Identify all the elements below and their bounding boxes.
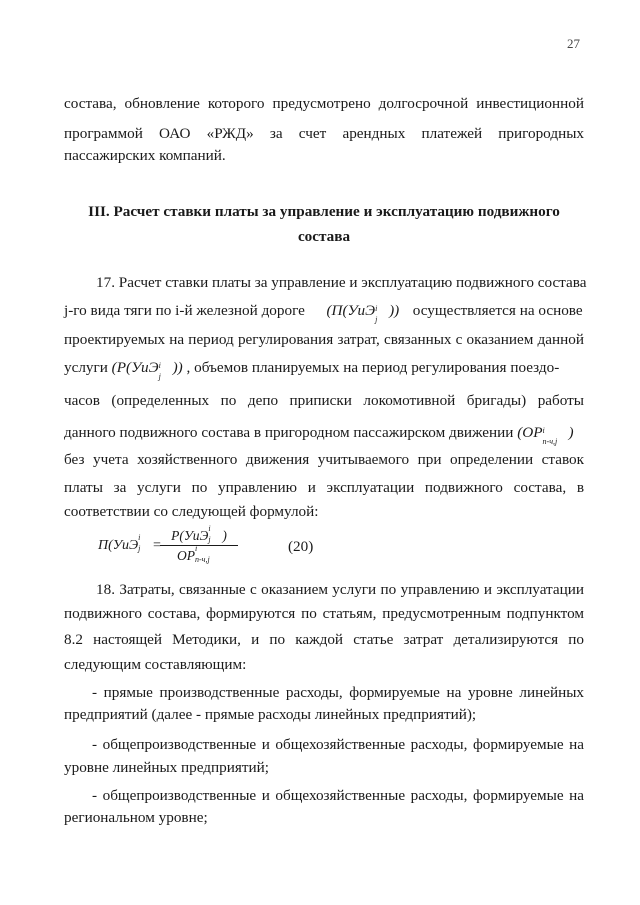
intro-line-1: состава, обновление которого предусмотрено долгосрочной инвестиционной: [64, 95, 584, 112]
p18-line-2: подвижного состава, формируются по статьям, предусмотренным подпунктом: [64, 605, 584, 622]
p17-line-6: [64, 423, 584, 446]
formula-20: [98, 523, 338, 568]
p17-line-4-text: услуги: [64, 359, 108, 376]
p17-line-6-text: данного подвижного состава в пригородном пассажирском движении: [64, 424, 514, 441]
bullet-3-line-2: региональном уровне;: [64, 809, 208, 826]
math-p-ue: (П(УиЭ i j )): [326, 302, 400, 324]
math-r-ue: (Р(УиЭ i j )): [111, 359, 183, 381]
intro-line-3: пассажирских компаний.: [64, 147, 226, 164]
page-number: 27: [567, 36, 580, 51]
p17-line-2: [64, 301, 584, 324]
p17-line-9: соответствии со следующей формулой:: [64, 503, 319, 520]
formula-number: (20): [288, 538, 314, 555]
bullet-3-line-1: - общепроизводственные и общехозяйственные расходы, формируемые на: [92, 787, 584, 804]
bullet-1-line-2: предприятий (далее - прямые расходы линейных предприятий);: [64, 706, 477, 723]
formula-denominator: ОР i п-ч,j: [177, 543, 210, 564]
math-op: (ОР i п-ч,j ): [517, 424, 574, 446]
p17-line-1: 17. Расчет ставки платы за управление и эксплуатацию подвижного состава: [96, 274, 587, 291]
p17-line-8: платы за услуги по управлению и эксплуатации подвижного состава, в: [64, 479, 584, 496]
p17-line-2-tail: осуществляется на основе: [412, 302, 583, 319]
p17-line-7: без учета хозяйственного движения учитываемого при определении ставок: [64, 451, 584, 468]
p18-line-4: следующим составляющим:: [64, 656, 247, 673]
p17-line-3: проектируемых на период регулирования затрат, связанных с оказанием данной: [64, 331, 584, 348]
section-heading-line-1: III. Расчет ставки платы за управление и эксплуатацию подвижного: [88, 203, 560, 220]
p17-line-2-text: j-го вида тяги по i-й железной дороге: [64, 302, 305, 319]
p18-line-3: 8.2 настоящей Методики, и по каждой статье затрат детализируются по: [64, 631, 584, 648]
p18-line-1: 18. Затраты, связанные с оказанием услуги по управлению и эксплуатации: [96, 581, 584, 598]
p17-line-4-tail: , объемов планируемых на период регулирования поездо-: [186, 359, 560, 376]
p17-line-5: часов (определенных по депо приписки локомотивной бригады) работы: [64, 392, 584, 409]
formula-numerator: Р(УиЭ i j ): [171, 523, 227, 544]
bullet-2-line-1: - общепроизводственные и общехозяйственные расходы, формируемые на: [92, 736, 584, 753]
p17-line-4: [64, 358, 584, 381]
section-heading-line-2: состава: [297, 228, 351, 245]
formula-lhs: П(УиЭ i j =: [98, 532, 162, 553]
intro-line-2: программой ОАО «РЖД» за счет арендных платежей пригородных: [64, 125, 584, 142]
formula-fraction: [160, 523, 238, 564]
bullet-1-line-1: - прямые производственные расходы, формируемые на уровне линейных: [92, 684, 584, 701]
bullet-2-line-2: уровне линейных предприятий;: [64, 759, 269, 776]
